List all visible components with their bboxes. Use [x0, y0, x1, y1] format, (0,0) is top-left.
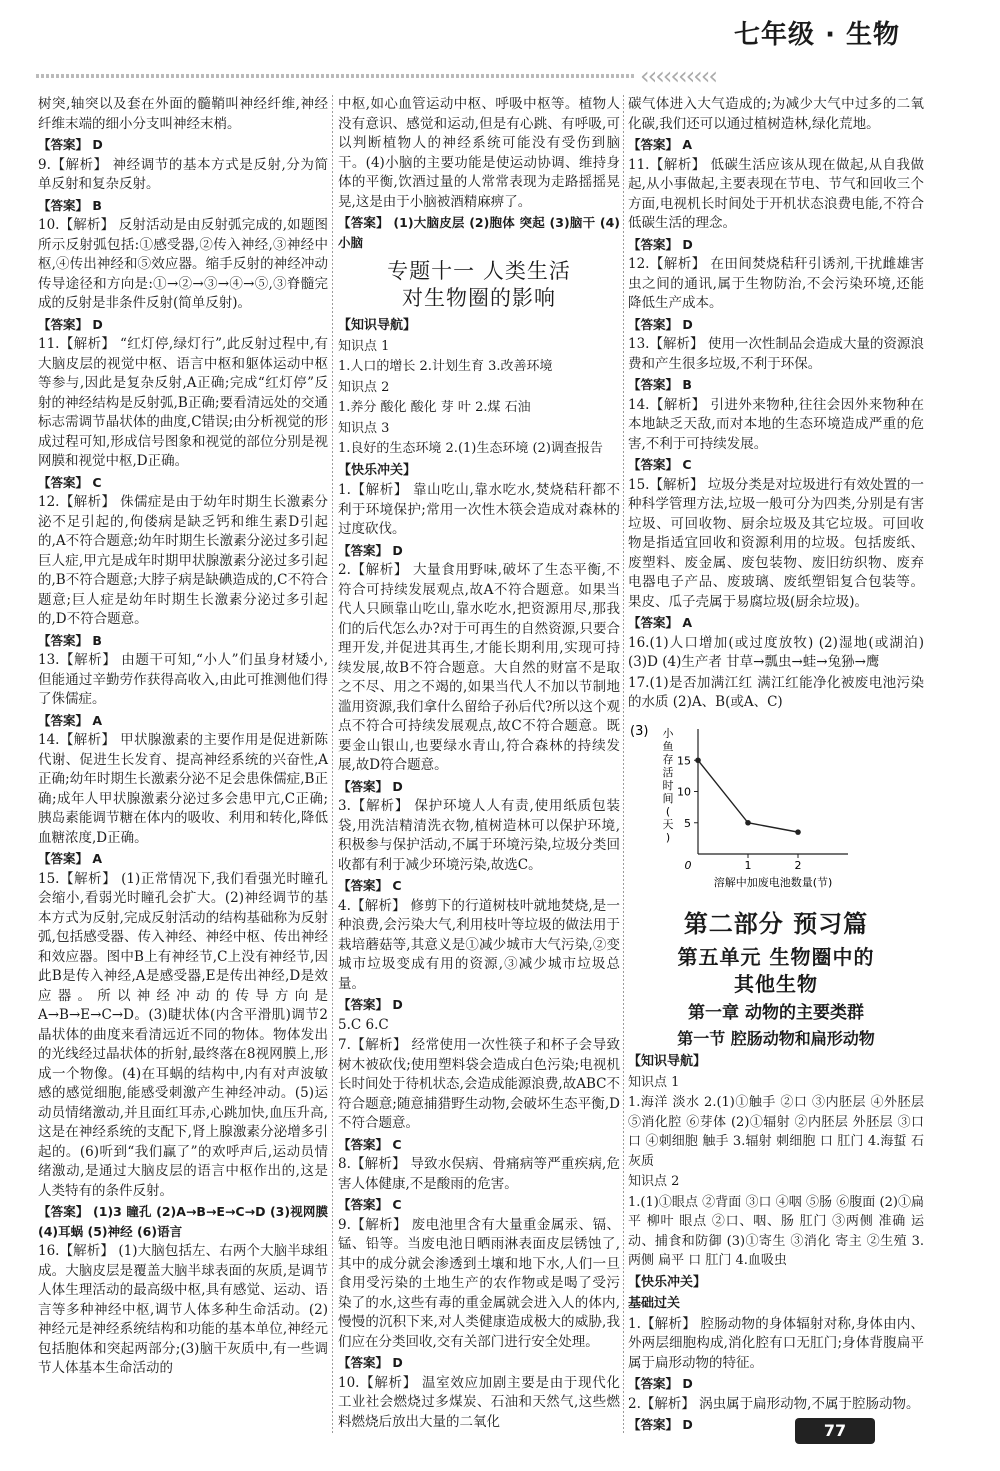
- col1-blocks: [38, 95, 328, 1379]
- y-axis-label-char: 天: [662, 817, 674, 831]
- y-tick-label: 5: [684, 816, 691, 830]
- data-point: [695, 757, 701, 763]
- y-axis-label-char: 活: [662, 765, 674, 779]
- answer-line: 【答案】 C: [628, 457, 692, 472]
- section-heading: 【快乐冲关】: [628, 1274, 707, 1290]
- page-header-title: 七年级 · 生物: [734, 20, 900, 50]
- text-block: 2.【解析】 涡虫属于扁形动物,不属于腔肠动物。: [628, 1395, 920, 1412]
- text-block: 知识点 1: [628, 1074, 680, 1090]
- part-title: 第二部分 预习篇: [683, 910, 869, 938]
- text-block: 15.【解析】 (1)正常情况下,我们看强光时瞳孔会缩小,看弱光时瞳孔会扩大。(2)神经调节的基本方式为反射,完成反射活动的结构基础称为反射弧,包括感受器、传入神经、神经中枢、传出神经和效应器。图中B上有神经节,C上没有神经节,因此B是传入神经,A是感受器,E是传出神经,D是效应器。所以神经冲动的传导方向是A→B→E→C→D。(3)睫状体(内含平滑肌)调节2晶状体的曲度来看清远近不同的物体。物体发出的光线经过晶状体的折射,最终落在8视网膜上,形成一个物像。(4)在耳蜗的结构中,内有对声波敏感的感觉细胞,能感受刺激产生神经冲动。(5)运动员情绪激动,并且面红耳赤,心跳加快,血压升高,这是在神经系统的支配下,肾上腺激素分泌增多引起的。(6)听到“我们赢了”的欢呼声后,运动员情绪激动,是通过大脑皮层的语言中枢作出的,这是人类特有的条件反射。: [38, 870, 328, 1199]
- text-block: 16.(1)人口增加(或过度放牧) (2)湿地(或湖泊) (3)D (4)生产者 甘草→瓢虫→蛙→兔狲→鹰: [628, 634, 924, 670]
- y-axis-label-char: 鱼: [662, 739, 674, 753]
- unit-title: [628, 944, 924, 998]
- x-axis-label: 溶解中加废电池数量(节): [713, 875, 833, 889]
- answer-line: 【答案】 C: [338, 1197, 402, 1212]
- answer-line: 【答案】 D: [38, 316, 103, 332]
- answer-line: 【答案】 C: [38, 474, 102, 490]
- answer-line: 【答案】 A: [38, 712, 103, 728]
- text-block: 12.【解析】 在田间焚烧秸秆引诱剂,干扰雌雄害虫之间的通讯,属于生物防治,不会污染环境,还能降低生产成本。: [628, 256, 924, 311]
- answer-line: 【答案】 D: [628, 316, 693, 332]
- section-title: 第一节 腔肠动物和扁形动物: [677, 1029, 875, 1048]
- answer-line: 【答案】 A: [38, 851, 103, 866]
- text-block: 中枢,如心血管运动中枢、呼吸中枢等。植物人没有意识、感觉和运动,但是有心跳、有呼吸,可以判断植物人的神经系统可能没有受伤到脑干。(4)小脑的主要功能是使运动协调、维持身体的平衡,饮酒过量的人常常表现为走路摇摇晃晃,这是由于小脑被酒精麻痹了。: [338, 96, 620, 210]
- answer-line: 【答案】 B: [38, 197, 102, 213]
- answer-line: 【答案】 C: [338, 878, 402, 893]
- answer-line: 【答案】 A: [628, 137, 693, 152]
- text-block: 知识点 1: [338, 338, 390, 354]
- header-rule: [36, 74, 636, 78]
- text-block: 10.【解析】 反射活动是由反射弧完成的,如题图所示反射弧包括:①感受器,②传入神经,③神经中枢,④传出神经和⑤效应器。缩手反射的神经冲动传导途径和方向是:①→②→③→④→⑤,③脊髓完成的反射是非条件反射(简单反射)。: [38, 217, 328, 311]
- page-number: 77: [795, 1418, 875, 1444]
- topic-title: [338, 258, 620, 312]
- text-block: 10.【解析】 温室效应加剧主要是由于现代化工业社会燃烧过多煤炭、石油和天然气,这些燃料燃烧后放出大量的二氧化: [338, 1374, 620, 1430]
- chart-label-prefix: (3): [630, 723, 649, 739]
- answer-line: 【答案】 A: [628, 615, 693, 630]
- answer-line: 【答案】 (1)3 瞳孔 (2)A→B→E→C→D (3)视网膜 (4)耳蜗 (5)神经 (6)语言: [38, 1204, 328, 1239]
- text-block: 17.(1)是否加满江红 满江红能净化被废电池污染的水质 (2)A、B(或A、C): [628, 674, 924, 710]
- y-axis-label-char: 小: [662, 726, 674, 740]
- unit-title-line1: 第五单元 生物圈中的: [677, 945, 875, 969]
- text-block: 树突,轴突以及套在外面的髓鞘叫神经纤维,神经纤维末端的细小分支叫神经末梢。: [38, 96, 328, 132]
- answer-line: 【答案】 (1)大脑皮层 (2)胞体 突起 (3)脑干 (4)小脑: [338, 215, 620, 250]
- y-tick-label: 10: [677, 785, 691, 798]
- text-block: 14.【解析】 引进外来物种,往往会因外来物种在本地缺乏天敌,而对本地的生态环境造成严重的危害,不利于可持续发展。: [628, 396, 924, 452]
- x-tick-label: 2: [794, 858, 802, 872]
- col3b-blocks: [628, 1052, 924, 1435]
- x-tick-label: 1: [744, 858, 752, 872]
- y-axis-label-char: 存: [662, 752, 674, 766]
- column-divider: [623, 95, 624, 1435]
- origin-label: 0: [684, 858, 692, 872]
- survival-chart-svg: [628, 717, 868, 897]
- text-block: 9.【解析】 神经调节的基本方式是反射,分为简单反射和复杂反射。: [38, 156, 328, 192]
- text-block: 9.【解析】 废电池里含有大量重金属汞、镉、锰、铅等。当废电池日晒雨淋表面皮层锈蚀了,其中的成分就会渗透到土壤和地下水,人们一旦食用受污染的土地生产的农作物或是喝了受污染了的水,这些有毒的重金属就会进入人的体内,慢慢的沉积下来,对人类健康造成极大的威胁,我们应在分类回收,交有关部门进行安全处理。: [338, 1216, 620, 1350]
- column-3: [628, 95, 924, 1436]
- text-block: 知识点 2: [628, 1174, 680, 1189]
- answer-line: 【答案】 D: [38, 137, 103, 152]
- topic-title-line2: 对生物圈的影响: [402, 286, 556, 310]
- answer-line: 【答案】 B: [38, 632, 102, 648]
- text-block: 16.【解析】 (1)大脑包括左、右两个大脑半球组成。大脑皮层是覆盖大脑半球表面的灰质,是调节人体生理活动的最高级中枢,具有感觉、运动、语言等多种神经中枢,调节人体多种生命活动。(2)神经元是神经系统结构和功能的基本单位,神经元包括胞体和突起两部分;(3)脑干灰质中,有一些调节人体基本生命活动的: [38, 1243, 328, 1376]
- text-block: 1.海洋 淡水 2.(1)①触手 ②口 ③内胚层 ④外胚层 ⑤消化腔 ⑥芽体 (2)①辐射 ②内胚层 外胚层 ③口 口 ④刺细胞 触手 3.辐射 刺细胞 口 肛门 4.海蜇 石灰质: [628, 1095, 924, 1169]
- chevron-decoration-icon: ‹‹‹‹‹‹‹‹‹‹: [640, 62, 716, 90]
- unit-title-line2: 其他生物: [734, 972, 818, 996]
- text-block: 7.【解析】 经常使用一次性筷子和杯子会导致树木被砍伐;使用塑料袋会造成白色污染;电视机长时间处于待机状态,会造成能源浪费,故ABC不符合题意;随意捕猎野生动物,会破坏生态平衡,D不符合题意。: [338, 1037, 620, 1131]
- col2a-blocks: [338, 95, 620, 252]
- text-block: 12.【解析】 侏儒症是由于幼年时期生长激素分泌不足引起的,佝偻病是缺乏钙和维生素D引起的,A不符合题意;幼年时期生长激素分泌过多引起巨人症,甲亢是成年时期甲状腺激素分泌过多引起的,B不符合题意;大脖子病是缺碘造成的,C不符合题意;巨人症是幼年时期生长激素分泌过多引起的,D不符合题意。: [38, 494, 328, 627]
- section-heading: 【快乐冲关】: [338, 462, 417, 478]
- answer-line: 【答案】 B: [628, 377, 692, 392]
- text-block: 1.良好的生态环境 2.(1)生态环境 (2)调查报告: [338, 441, 603, 456]
- text-block: 1.养分 酸化 酸化 芽 叶 2.煤 石油: [338, 400, 531, 415]
- text-block: 13.【解析】 由题干可知,“小人”们虽身材矮小,但能通过辛勤劳作获得高收入,由此可推测他们得了侏儒症。: [38, 652, 328, 707]
- text-block: 8.【解析】 导致水俣病、骨痛病等严重疾病,危害人体健康,不是酸雨的危害。: [338, 1156, 620, 1192]
- y-axis-label-char: (: [665, 804, 671, 818]
- section-heading: 基础过关: [628, 1296, 681, 1311]
- text-block: 1.人口的增长 2.计划生育 3.改善环境: [338, 359, 553, 374]
- section-heading: 【知识导航】: [628, 1054, 707, 1069]
- answer-line: 【答案】 D: [338, 997, 403, 1012]
- text-block: 1.【解析】 靠山吃山,靠水吃水,焚烧秸秆都不利于环境保护;常用一次性木筷会造成对森林的过度砍伐。: [338, 482, 620, 537]
- data-point: [795, 829, 801, 835]
- text-block: 14.【解析】 甲状腺激素的主要作用是促进新陈代谢、促进生长发育、提高神经系统的兴奋性,A正确;幼年时期生长激素分泌不足会患侏儒症,B正确;成年人甲状腺激素分泌过多会患甲亢,C正确;胰岛素能调节糖在体内的吸收、利用和转化,降低血糖浓度,D正确。: [38, 732, 328, 846]
- text-block: 1.(1)①眼点 ②背面 ③口 ④咽 ⑤肠 ⑥腹面 (2)①扁平 柳叶 眼点 ②口、咽、肠 肛门 ③两侧 准确 运动、捕食和防御 (3)①寄生 ③消化 寄主 ②生殖 3.两侧 扁平 口 肛门 4.血吸虫: [628, 1194, 924, 1268]
- data-point: [745, 819, 751, 825]
- answer-line: 【答案】 D: [628, 236, 693, 252]
- text-block: 3.【解析】 保护环境人人有责,使用纸质包装袋,用洗洁精清洗衣物,植树造林可以保护环境,积极参与保护活动,不属于环境污染,垃圾分类回收都有利于减少环境污染,故选C。: [338, 798, 620, 873]
- answer-line: 【答案】 D: [338, 778, 403, 794]
- y-axis-label-char: 时: [662, 778, 674, 792]
- section-heading: 【知识导航】: [338, 318, 417, 333]
- chapter-title: 第一章 动物的主要类群: [688, 1003, 864, 1023]
- column-divider: [332, 95, 333, 1435]
- text-block: 知识点 2: [338, 379, 390, 395]
- answer-line: 【答案】 D: [628, 1376, 693, 1391]
- y-tick-label: 15: [677, 753, 691, 767]
- text-block: 11.【解析】 低碳生活应该从现在做起,从自我做起,从小事做起,主要表现在节电、节气和回收三个方面,电视机长时间处于开机状态浪费电能,不符合低碳生活的理念。: [628, 156, 924, 231]
- answer-line: 【答案】 C: [338, 1136, 402, 1152]
- answer-line: 【答案】 D: [338, 1355, 403, 1370]
- col2b-blocks: [338, 316, 620, 1432]
- col3a-blocks: [628, 95, 924, 713]
- text-block: 5.C 6.C: [338, 1016, 389, 1033]
- column-1: [38, 95, 328, 1380]
- column-2: [338, 95, 620, 1433]
- survival-chart: [628, 717, 924, 904]
- text-block: 碳气体进入大气造成的;为减少大气中过多的二氧化碳,我们还可以通过植树造林,绿化荒地。: [628, 96, 924, 132]
- y-axis-label-char: 间: [662, 791, 674, 805]
- text-block: 11.【解析】 “红灯停,绿灯行”,此反射过程中,有大脑皮层的视觉中枢、语言中枢和躯体运动中枢等参与,因此是复杂反射,A正确;完成“红灯停”反射的神经结构是反射弧,B正确;要看清远处的交通标志需调节晶状体的曲度,C错误;由分析视觉的形成过程可知,形成信号图象和视觉的部位分别是视网膜和视觉中枢,D正确。: [38, 336, 328, 469]
- text-block: 4.【解析】 修剪下的行道树枝叶就地焚烧,是一种浪费,会污染大气,利用枝叶等垃圾的做法用于栽培蘑菇等,其意义是①减少城市大气污染,②变城市垃圾变成有用的资源,③减少城市垃圾总量。: [338, 897, 620, 992]
- text-block: 15.【解析】 垃圾分类是对垃圾进行有效处置的一种科学管理方法,垃圾一般可分为四类,分别是有害垃圾、可回收物、厨余垃圾及其它垃圾。可回收物是指适宜回收和资源利用的垃圾。包括废纸、废塑料、废金属、废包装物、废旧纺织物、废弃电器电子产品、废玻璃、废纸塑铝复合包装等。果皮、瓜子壳属于易腐垃圾(厨余垃圾)。: [628, 476, 924, 610]
- text-block: 知识点 3: [338, 420, 390, 436]
- text-block: 2.【解析】 大量食用野味,破坏了生态平衡,不符合可持续发展观点,故A不符合题意。如果当代人只顾靠山吃山,靠水吃水,把资源用尽,那我们的后代怎么办?对于可再生的自然资源,只要合理开发,并促进其再生,才能长期利用,实现可持续发展,故B不符合题意。大自然的财富不是取之不尽、用之不竭的,如果当代人不加以节制地滥用资源,我们拿什么留给子孙后代?所以这个观点不符合可持续发展观点,故C不符合题意。既要金山银山,也要绿水青山,符合森林的持续发展,故D符合题意。: [338, 562, 620, 773]
- text-block: 13.【解析】 使用一次性制品会造成大量的资源浪费和产生很多垃圾,不利于环保。: [628, 336, 924, 372]
- y-axis-label-char: ): [665, 830, 671, 844]
- text-block: 1.【解析】 腔肠动物的身体辐射对称,身体由内、外两层细胞构成,消化腔有口无肛门;身体背腹扁平属于扁形动物的特征。: [628, 1315, 924, 1371]
- answer-line: 【答案】 D: [628, 1417, 693, 1432]
- answer-line: 【答案】 D: [338, 542, 403, 558]
- topic-title-line1: 专题十一 人类生活: [387, 259, 571, 283]
